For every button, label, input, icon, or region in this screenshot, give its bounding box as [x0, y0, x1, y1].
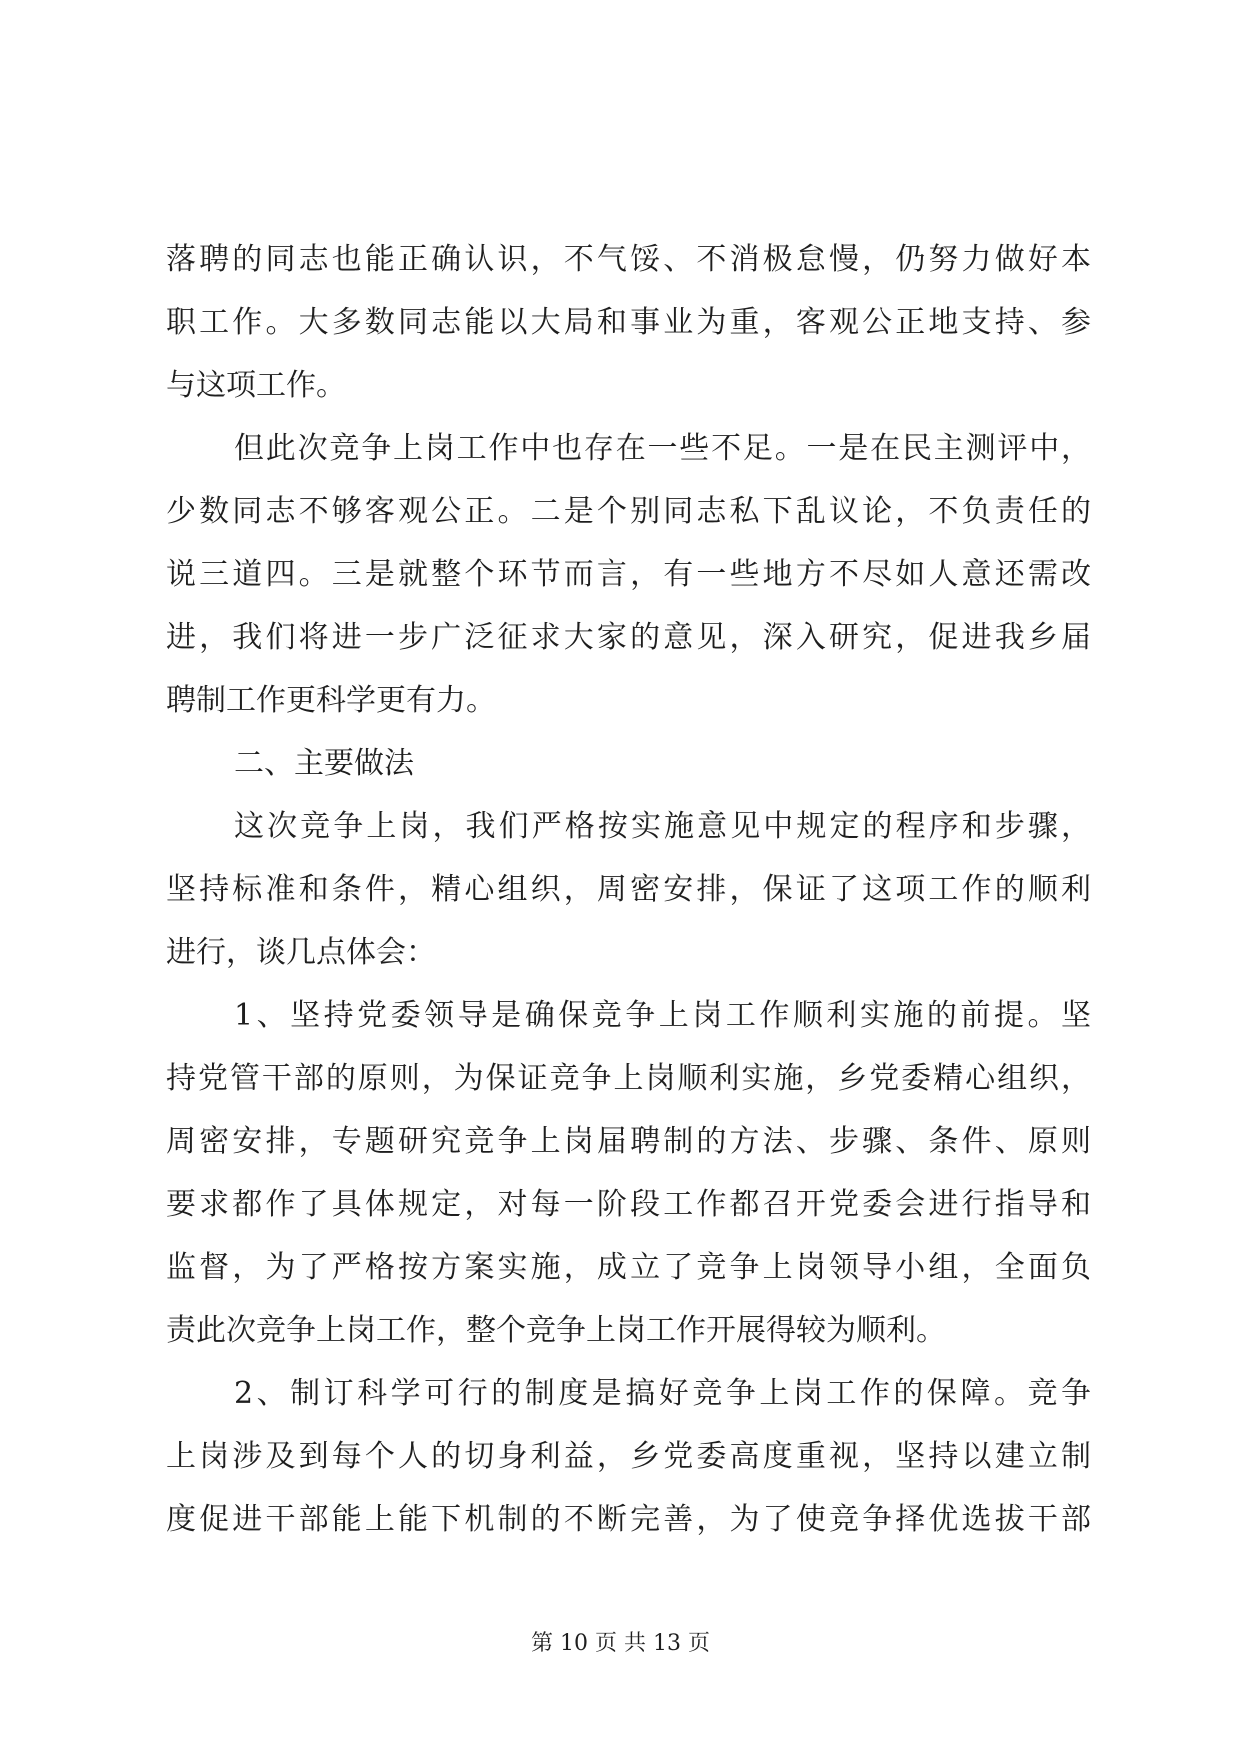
body-text	[166, 228, 1091, 1551]
text-line: 聘制工作更科学更有力。	[166, 683, 496, 718]
text-line: 要求都作了具体规定，对每一阶段工作都召开党委会进行指导和	[166, 1187, 1091, 1222]
text-line: 持党管干部的原则，为保证竞争上岗顺利实施，乡党委精心组织，	[166, 1061, 1091, 1096]
text-line: 1、坚持党委领导是确保竞争上岗工作顺利实施的前提。坚	[234, 998, 1091, 1033]
text-line: 进，我们将进一步广泛征求大家的意见，深入研究，促进我乡届	[166, 620, 1091, 655]
text-line: 这次竞争上岗，我们严格按实施意见中规定的程序和步骤，	[234, 809, 1091, 844]
text-line: 进行，谈几点体会：	[166, 935, 436, 970]
text-line: 周密安排，专题研究竞争上岗届聘制的方法、步骤、条件、原则	[166, 1124, 1091, 1159]
text-line: 度促进干部能上能下机制的不断完善，为了使竞争择优选拔干部	[166, 1502, 1091, 1537]
text-line: 监督，为了严格按方案实施，成立了竞争上岗领导小组，全面负	[166, 1250, 1091, 1285]
text-line: 职工作。大多数同志能以大局和事业为重，客观公正地支持、参	[166, 305, 1091, 340]
section-heading: 二、主要做法	[234, 746, 414, 781]
text-line: 说三道四。三是就整个环节而言，有一些地方不尽如人意还需改	[166, 557, 1091, 592]
text-line: 落聘的同志也能正确认识，不气馁、不消极怠慢，仍努力做好本	[166, 242, 1091, 277]
text-line: 责此次竞争上岗工作，整个竞争上岗工作开展得较为顺利。	[166, 1313, 946, 1348]
text-line: 与这项工作。	[166, 368, 346, 403]
text-line: 2、制订科学可行的制度是搞好竞争上岗工作的保障。竞争	[234, 1376, 1091, 1411]
text-line: 但此次竞争上岗工作中也存在一些不足。一是在民主测评中，	[234, 431, 1091, 466]
text-line: 少数同志不够客观公正。二是个别同志私下乱议论，不负责任的	[166, 494, 1091, 529]
text-line: 上岗涉及到每个人的切身利益，乡党委高度重视，坚持以建立制	[166, 1439, 1091, 1474]
text-line: 坚持标准和条件，精心组织，周密安排，保证了这项工作的顺利	[166, 872, 1091, 907]
page-footer: 第 10 页 共 13 页	[531, 1631, 710, 1656]
